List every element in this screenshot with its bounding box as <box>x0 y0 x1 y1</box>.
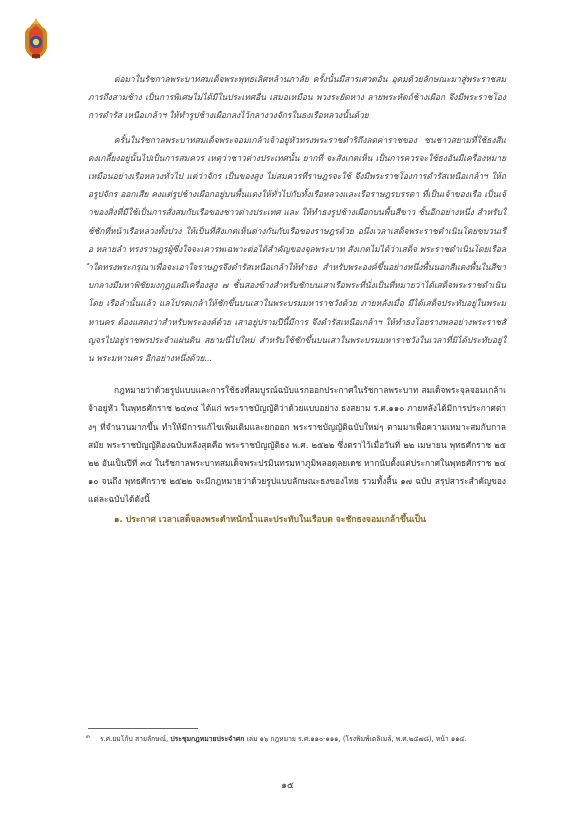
section-heading: ๑. ประกาศ เวลาเสด็จลงพระตำหนักน้ำและประทับในเรือบด จะชักธงจอมเกล้าขึ้นเป็น <box>114 514 427 525</box>
page-number: ๑๕ <box>281 781 294 791</box>
royal-emblem-icon <box>20 18 52 60</box>
footnote-details: เล่ม ๑๖ กฎหมาย ร.ศ.๑๑๐-๑๑๑, (โรงพิมพ์เดลิเมล์, พ.ศ.๒๔๗๘), หน้า ๑๑๔. <box>246 735 467 743</box>
footnote <box>88 734 506 745</box>
footnote-number: ๓ <box>86 734 90 740</box>
footnote-divider <box>88 728 198 729</box>
document-body <box>88 70 506 529</box>
footnote-text <box>88 734 506 745</box>
quoted-paragraph-2: ครั้นในรัชกาลพระบาทสมเด็จพระจอมเกล้าเจ้าอยู่หัวทรงพระราชดำริถึงลดค่าราชของ ชนชาวสยามที่ใช้ธงสีแดงเกลี้ยงอยู่นั้นไปเป็นการสมควร เหตุว่าชาวต่างประเทศนั้น ยากที่ จะสังเกตเห็น เป็นการควรจะใช้ธงอันมีเครื่องหมายเหมือนอย่างเรือหลวงทั่วไป แต่ว่าจักร เป็นของสูง ไม่สมควรที่ราษฎรจะใช้ จึงมีพระราชโองการดำรัสเหนือเกล้าฯ ให้ถอรูปจักร ออกเสีย คงแต่รูปช้างเผือกอยู่บนพื้นแดงให้ทั่วไปกับทั้งเรือหลวงและเรือราษฎรบรรดา ที่เป็นเจ้าของเรือ เป็นเจ้าของสิ่งที่มีใช้เป็นการสั่งสมกับเรือของชาวต่างประเทศ และ ให้ทำธงรูปช้างเผือกบนพื้นสีขาว ชั้นอีกอย่างหนึ่ง สำหรับใช้ชักที่หน้าเรือหลวงทั้งปวง ให้เป็นที่สังเกตเห็นต่างกันกับเรือของราษฎรด้วย อนึ่งเวลาเสด็จพระราชดำเนินโดยขบวนเรือ หลายลำ ทรงราษฎรผู้ซึ่งใจจะเคารพเฉพาะต่อได้สำคัญของจุลพระบาท สังเกตไม่ได้ว่าเสด็จ พระราชดำเนินโดยเรือลำใดทรงพระกรุณาเพื่อจะเอาใจราษฎรจึงดำรัสเหนือเกล้าให้ทำธง สำหรับพระองค์ขึ้นอย่างหนึ่งพื้นนอกสีแดงพื้นในสีขาบกลางมีมหาพิชัยมงกุฎแลมีเครื่องสูง ๗ ชั้นสองข้างสำหรับชักบนเสาเรือพระที่นั่งเป็นที่หมายว่าได้เสด็จพระราชดำเนินโดย เรือลำนั้นแล้ว แลโปรดเกล้าให้ชักขึ้นบนเสาในพระบรมมหาราชวังด้วย ภายหลังเมื่อ มีได้เสด็จประทับอยู่ในพระมหานคร ต้องแสดงว่าสำหรับพระองค์ด้วย เสาอยู่ปรามปีนี้มีการ จึงดำรัสเหนือเกล้าฯ ให้ทำธงโอยรางพลอย่างพระราชสัญจรไปอยู่ราชพรประจำแผ่นดิน สยามนี่ไปใหม่ สำหรับใช้ชักขึ้นบนเสาในพระบรมมหาราชวังในเวลาที่มิได้ประทับอยู่ใน พระมหานคร อีกอย่างหนึ่งด้วย... <box>88 134 506 364</box>
footnote-author: ร.ศ.ยมโก้บ สายลักษณ์, <box>100 735 169 743</box>
quoted-paragraph-1: ต่อมาในรัชกาลพระบาทสมเด็จพระพุทธเลิศหล้านภาลัย ครั้งนั้นมีสารเศวตอัน อุดมด้วยลักษณะมาสู่พระราชสมภารถึงสามช้าง เป็นการพิเศษไม่ได้มีในประเทศอื่น เสมอเหมือน พวงระยัดหาง ลายพระหัตถ์ช้างเผือก จึงมีพระราชโองการดำรัส เหนือเกล้าฯ ให้ทำรูปช้างเผือกลงไว้กลางวงจักรในธงเรือหลวงนั้นด้วย <box>88 74 506 121</box>
footnote-title: ประชุมกฎหมายประจำศก <box>170 735 245 743</box>
body-paragraph: กฎหมายว่าด้วยรูปแบบและการใช้ธงที่สมบูรณ์ฉบับแรกออกประกาศในรัชกาลพระบาท สมเด็จพระจุลจอมเกล้าเจ้าอยู่หัว ในพุทธศักราช ๒๔๓๔ ได้แก่ พระราชบัญญัติว่าด้วยแบบอย่าง ธงสยาม ร.ศ.๑๑๐ ภายหลังได้มีการประกาศต่างๆ ที่จำนวนมากขึ้น ทำให้มีการแก้ไขเพิ่มเติมและยกออก พระราชบัญญัติฉบับใหม่ๆ ตามมาเพื่อความเหมาะสมกับกาลสมัย พระราชบัญญัติองฉบับหลังสุดคือ พระราชบัญญัติธง พ.ศ. ๒๕๒๒ ซึ่งตราไว้เมื่อวันที่ ๒๒ เมษายน พุทธศักราช ๒๕๒๒ อันเป็นปีที่ ๓๔ ในรัชกาลพระบาทสมเด็จพระปรมินทรมหาภูมิพลอดุลยเดช หากนับตั้งแต่ประกาศในพุทธศักราช ๒๔๑๐ จนถึง พุทธศักราช ๒๕๒๒ จะมีกฎหมายว่าด้วยรูปแบบลักษณะธงของไทย รวมทั้งสิ้น ๑๗ ฉบับ สรุปสาระสำคัญของแต่ละฉบับได้ดังนี้ <box>88 385 506 505</box>
